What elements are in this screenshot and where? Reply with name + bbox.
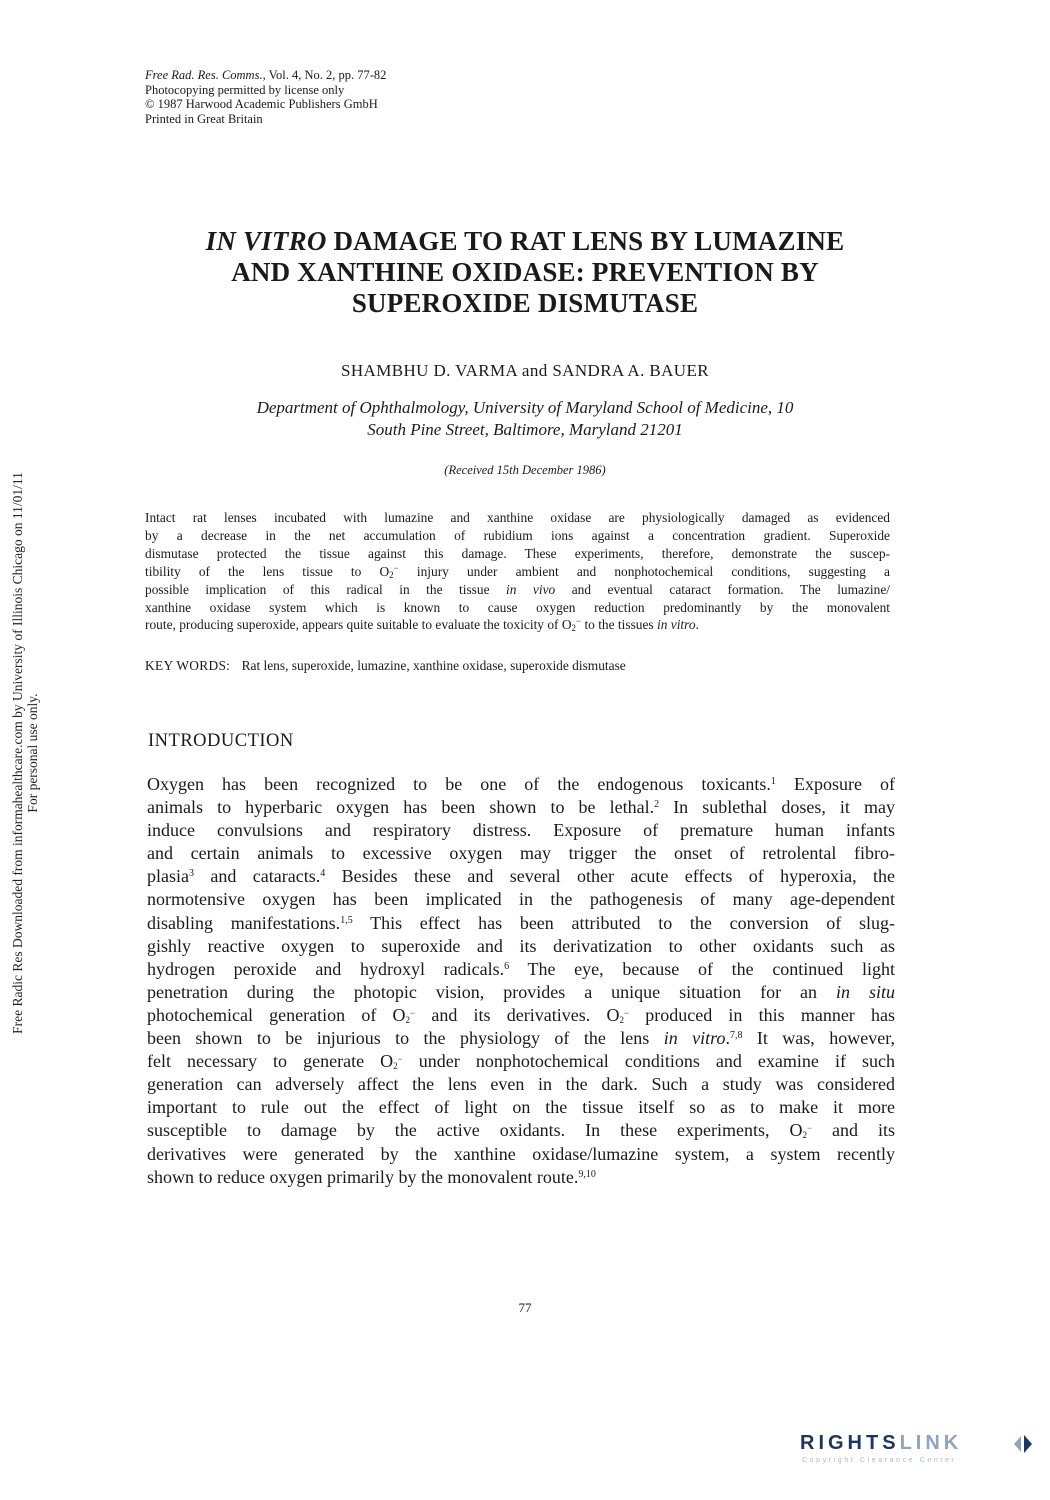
superoxide-formula: $O_2^-$ [379, 562, 399, 580]
superoxide-formula: $O_2^-$ [789, 1120, 813, 1141]
journal-citation [145, 68, 565, 83]
watermark-line-2: For personal use only. [25, 693, 40, 813]
journal-volume: , Vol. 4, No. 2, pp. 77-82 [262, 68, 387, 82]
rightslink-wordmark: RIGHTSLINK [800, 1432, 963, 1454]
affiliation-line-1: Department of Ophthalmology, University of Maryland School of Medicine, 10 [256, 398, 794, 417]
body-line: animals to hyperbaric oxygen has been shown to be lethal.$^2$ In sublethal doses, it may [147, 797, 895, 818]
citation-ref: 1,5 [340, 914, 353, 926]
printed-in-line: Printed in Great Britain [145, 111, 263, 126]
abstract-line: xanthine oxidase system which is known to cause oxygen reduction predominantly by the monovalent [145, 599, 890, 615]
introduction-body [147, 773, 895, 1189]
journal-name: Free Rad. Res. Comms. [145, 68, 263, 82]
abstract-line: tibility of the lens tissue to $O_2^-$ injury under ambient and nonphotochemical conditions, suggesting a [145, 562, 890, 580]
keywords [145, 658, 890, 674]
superoxide-formula: $O_2^-$ [606, 1004, 630, 1025]
title-line-2: AND XANTHINE OXIDASE: PREVENTION BY [231, 257, 819, 287]
superoxide-formula: $O_2^-$ [380, 1051, 403, 1072]
superoxide-formula: $O_2^-$ [392, 1004, 416, 1025]
body-line: susceptible to damage by the active oxidants. In these experiments, $O_2^-$ and its [147, 1120, 896, 1141]
abstract-line: by a decrease in the net accumulation of rubidium ions against a concentration gradient. Superoxide [145, 527, 890, 543]
body-line: important to rule out the effect of light on the tissue itself so as to make it more [147, 1097, 895, 1118]
article-title [120, 226, 930, 319]
title-line-1-rest: DAMAGE TO RAT LENS BY LUMAZINE [326, 226, 845, 256]
citation-ref: 7,8 [729, 1030, 743, 1042]
body-line: been shown to be injurious to the physiology of the lens in vitro.$^{7,8}$ It was, however, [147, 1028, 895, 1049]
body-line: plasia$^3$ and cataracts.$^4$ Besides these and several other acute effects of hyperoxia, the [147, 866, 896, 887]
rightslink-arrow-icon [1012, 1432, 1034, 1456]
photocopy-notice: Photocopying permitted by license only [145, 82, 345, 97]
affiliation [120, 397, 930, 441]
received-date: (Received 15th December 1986) [444, 463, 606, 477]
section-heading-introduction: INTRODUCTION [148, 731, 294, 751]
body-line: generation can adversely affect the lens even in the dark. Such a study was considered [147, 1074, 895, 1095]
body-line: normotensive oxygen has been implicated in the pathogenesis of many age-dependent [147, 889, 895, 910]
authors: SHAMBHU D. VARMA and SANDRA A. BAUER [340, 361, 709, 380]
body-line: felt necessary to generate $O_2^-$ under nonphotochemical conditions and examine if such [147, 1051, 896, 1072]
citation-ref: 1 [770, 776, 776, 787]
body-line: Oxygen has been recognized to be one of the endogenous toxicants.$^1$ Exposure of [147, 774, 895, 794]
citation-ref: 6 [504, 960, 510, 972]
abstract-line: dismutase protected the tissue against this damage. These experiments, therefore, demonstrate the suscep- [145, 545, 890, 561]
citation-ref: 4 [320, 868, 326, 880]
body-line: disabling manifestations.$^{1,5}$ This effect has been attributed to the conversion of slug- [147, 912, 895, 933]
rightslink-subtitle: Copyright Clearance Center [802, 1457, 957, 1464]
body-line: penetration during the photopic vision, provides a unique situation for an in situ [147, 981, 895, 1002]
title-italic: IN VITRO [205, 226, 327, 256]
body-line: photochemical generation of $O_2^-$ and its derivatives. $O_2^-$ produced in this manner has [147, 1004, 896, 1025]
journal-header [145, 68, 565, 126]
rightslink-logo[interactable] [800, 1432, 1035, 1472]
body-line: hydrogen peroxide and hydroxyl radicals.$^6$ The eye, because of the continued light [147, 958, 895, 979]
page-number: 77 [518, 1300, 532, 1315]
citation-ref: 3 [189, 868, 194, 880]
copyright-line: © 1987 Harwood Academic Publishers GmbH [145, 97, 378, 111]
affiliation-line-2: South Pine Street, Baltimore, Maryland 21201 [367, 420, 683, 439]
citation-ref: 2 [654, 799, 660, 811]
body-line: gishly reactive oxygen to superoxide and its derivatization to other oxidants such as [147, 935, 895, 956]
citation-ref: 9,10 [578, 1168, 596, 1180]
title-line-3: SUPEROXIDE DISMUTASE [351, 288, 699, 318]
title-line-1 [120, 226, 930, 257]
abstract [145, 509, 890, 634]
keywords-text: Rat lens, superoxide, lumazine, xanthine oxidase, superoxide dismutase [241, 658, 626, 673]
body-line: derivatives were generated by the xanthine oxidase/lumazine system, a system recently [147, 1143, 895, 1164]
abstract-line: route, producing superoxide, appears quite suitable to evaluate the toxicity of $O_2^-$ to the tissues in vitro. [145, 616, 699, 634]
abstract-line: Intact rat lenses incubated with lumazine and xanthine oxidase are physiologically damaged as evidenced [145, 510, 890, 525]
watermark-line-1: Free Radic Res Downloaded from informahealthcare.com by University of Illinois Chicago on 11/01/11 [10, 472, 25, 1034]
body-line: induce convulsions and respiratory distress. Exposure of premature human infants [147, 820, 895, 841]
body-line: and certain animals to excessive oxygen may trigger the onset of retrolental fibro- [147, 843, 895, 864]
body-line: shown to reduce oxygen primarily by the monovalent route.$^{9,10}$ [147, 1166, 596, 1187]
abstract-line: possible implication of this radical in the tissue in vivo and eventual cataract formation. The lumazine/ [145, 581, 891, 597]
superoxide-formula: $O_2^-$ [561, 616, 582, 634]
keywords-label: KEY WORDS: [145, 658, 231, 673]
download-watermark [10, 288, 40, 1218]
